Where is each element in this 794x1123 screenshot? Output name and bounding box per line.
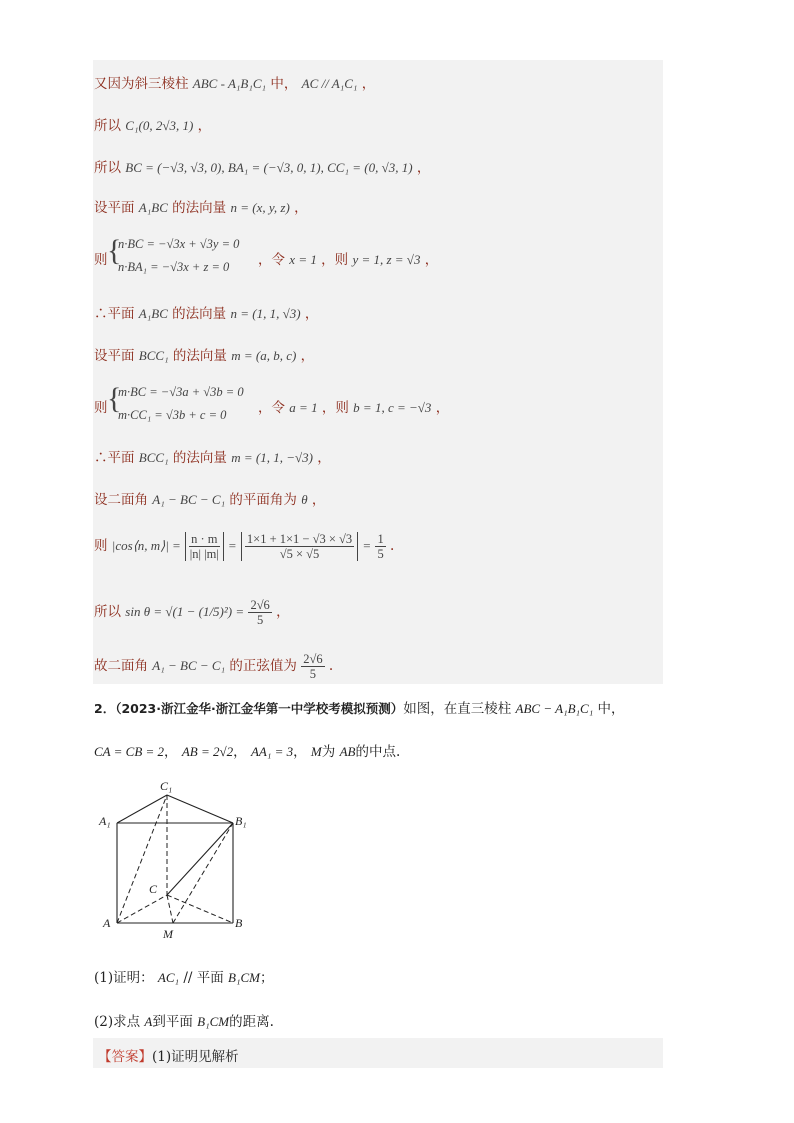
text: ，则 (321, 252, 349, 268)
math: B₁CM (228, 970, 261, 985)
math: n = (x, y, z) (230, 200, 290, 215)
text: ， (424, 252, 439, 268)
math: AA₁ = 3 (250, 744, 294, 759)
text: 则 (94, 400, 108, 416)
label-C1: C₁ (160, 779, 173, 793)
equals: = (227, 538, 237, 553)
numerator: 1 (377, 532, 384, 546)
text: ∴平面 (94, 450, 135, 466)
answer-line (98, 1045, 239, 1065)
problem-2-statement (94, 697, 625, 717)
edge-CB1 (167, 823, 233, 895)
text: ， (293, 744, 307, 760)
math: θ (301, 492, 308, 507)
text: 则 (94, 252, 108, 268)
solution-line-4 (94, 196, 308, 216)
math: BC = (−√3, √3, 0), BA₁ = (−√3, 0, 1), CC₁ = (0, √3, 1) (125, 160, 413, 175)
text: 的法向量 (172, 200, 227, 216)
brace-symbol: { (107, 234, 122, 267)
denominator: |n| |m| (189, 547, 219, 561)
numerator: 1×1 + 1×1 − √3 × √3 (246, 532, 353, 546)
system-eq-1: m·BC = −√3a + √3b = 0 (118, 385, 244, 399)
math: AB (339, 744, 356, 759)
text: ， (300, 348, 315, 364)
solution-line-5 (94, 248, 108, 268)
system-eq-2: m·CC₁ = √3b + c = 0 (118, 408, 227, 422)
edge-C1B1 (167, 795, 233, 823)
system-eq-2: n·BA₁ = −√3x + z = 0 (118, 260, 230, 274)
math: A (144, 1014, 153, 1029)
text: // 平面 (179, 970, 229, 986)
text: . (328, 658, 334, 674)
text: ； (260, 970, 274, 986)
text: ， (311, 492, 326, 508)
text: ，令 (258, 252, 285, 268)
text: 的法向量 (172, 450, 227, 466)
solution-line-10 (94, 488, 325, 508)
math: AC₁ (157, 970, 180, 985)
answer-tag: 【答案】 (98, 1049, 152, 1065)
solution-line-5-tail (258, 248, 438, 268)
math: b = 1, c = −√3 (353, 400, 432, 415)
edge-CB-hidden (167, 895, 233, 923)
text: . (390, 538, 395, 554)
text: ，令 (258, 400, 285, 416)
solution-line-13 (94, 652, 333, 681)
solution-line-12 (94, 598, 290, 627)
math: m = (1, 1, −√3) (231, 450, 313, 465)
math: A₁ − BC − C₁ (152, 492, 226, 507)
denominator: √5 × √5 (279, 547, 320, 561)
fraction-sin (248, 598, 271, 627)
text: 中， (597, 701, 625, 717)
text: 的正弦值为 (229, 658, 297, 674)
label-C: C (149, 882, 158, 896)
math: BCC₁ (138, 450, 169, 465)
math: x = 1 (289, 252, 317, 267)
answer-text: (1)证明见解析 (152, 1049, 239, 1065)
text: 故二面角 (94, 658, 148, 674)
edge-AC-hidden (117, 895, 167, 923)
text: ， (294, 200, 308, 216)
solution-line-9 (94, 446, 331, 466)
text: 设二面角 (94, 492, 148, 508)
solution-line-3 (94, 156, 430, 176)
numerator: 2√6 (250, 598, 270, 612)
solution-background (93, 60, 663, 684)
segment-CM-hidden (167, 895, 173, 923)
text: ， (317, 450, 331, 466)
fraction-answer (301, 652, 324, 681)
brace-symbol: { (107, 382, 122, 415)
text: 所以 (94, 118, 121, 134)
solution-line-1 (94, 72, 375, 92)
math: n = (1, 1, √3) (230, 306, 301, 321)
text: 的法向量 (172, 348, 227, 364)
text: ，则 (321, 400, 349, 416)
system-eq-1: n·BC = −√3x + √3y = 0 (118, 237, 240, 251)
denominator: 5 (257, 613, 264, 627)
label-A: A (103, 916, 111, 930)
text: ， (435, 400, 450, 416)
text: 的距离. (229, 1014, 274, 1030)
text: 所以 (94, 604, 121, 620)
fraction-calc (241, 532, 358, 561)
text: 证明： (113, 970, 154, 986)
solution-line-2 (94, 114, 211, 134)
text: ， (416, 160, 431, 176)
math: ABC - A₁B₁C₁ (192, 76, 267, 91)
part-number: (1) (94, 970, 114, 986)
label-B1: B₁ (235, 814, 247, 828)
text: ， (197, 118, 212, 134)
solution-line-11 (94, 532, 394, 561)
numerator: n · m (191, 532, 218, 546)
text: 所以 (94, 160, 121, 176)
numerator: 2√6 (303, 652, 323, 666)
math: BCC₁ (138, 348, 169, 363)
denominator: 5 (309, 667, 317, 681)
text: 中， (270, 76, 298, 92)
math: a = 1 (289, 400, 318, 415)
label-A1: A₁ (99, 814, 111, 828)
math: AB = 2√2 (181, 744, 234, 759)
text: ， (304, 306, 319, 322)
math: m = (a, b, c) (231, 348, 297, 363)
text: ， (164, 744, 178, 760)
text: 为 (321, 744, 336, 760)
text: 又因为斜三棱柱 (94, 76, 189, 92)
text: 设平面 (94, 200, 135, 216)
math: M (310, 744, 322, 759)
part-number: (2) (94, 1014, 114, 1030)
text: 到平面 (152, 1014, 193, 1030)
text: 如图，在直三棱柱 (403, 701, 512, 717)
problem-number: 2． (94, 701, 116, 716)
edge-A1C1 (117, 795, 167, 823)
segment-AC1-hidden (117, 795, 167, 923)
fraction-result (375, 532, 385, 561)
math: |cos⟨n, m⟩| = (111, 538, 181, 553)
text: 的中点. (355, 744, 401, 760)
text: 则 (94, 538, 108, 554)
problem-part-2 (94, 1010, 274, 1030)
solution-line-8 (94, 396, 108, 416)
math: A₁BC (138, 306, 168, 321)
math: sin θ = √(1 − (1/5)²) = (125, 604, 245, 619)
solution-line-7 (94, 344, 314, 364)
math: A₁BC (138, 200, 168, 215)
text: 求点 (113, 1014, 141, 1030)
prism-figure (95, 775, 265, 945)
label-B: B (235, 916, 243, 930)
text: ， (361, 76, 376, 92)
math: A₁ − BC − C₁ (152, 658, 226, 673)
text: ， (233, 744, 247, 760)
denominator: 5 (377, 547, 384, 561)
problem-2-conditions (94, 740, 400, 760)
problem-part-1 (94, 966, 274, 986)
math: B₁CM (197, 1014, 230, 1029)
problem-source: （2023·浙江金华·浙江金华第一中学校考模拟预测） (115, 701, 404, 716)
text: ∴平面 (94, 306, 135, 322)
math: C₁(0, 2√3, 1) (125, 118, 194, 133)
text: 的平面角为 (229, 492, 297, 508)
math: ABC − A₁B₁C₁ (515, 701, 594, 716)
label-M: M (163, 927, 173, 941)
solution-line-8-tail (258, 396, 449, 416)
text: ， (276, 604, 290, 620)
text: 的法向量 (172, 306, 227, 322)
math: CA = CB = 2 (94, 744, 165, 759)
equals: = (362, 538, 372, 553)
solution-line-6 (94, 302, 318, 322)
math: y = 1, z = √3 (352, 252, 421, 267)
segment-MB1-hidden (173, 823, 233, 923)
fraction-cos (185, 532, 223, 561)
math: AC // A₁C₁ (301, 76, 358, 91)
text: 设平面 (94, 348, 135, 364)
